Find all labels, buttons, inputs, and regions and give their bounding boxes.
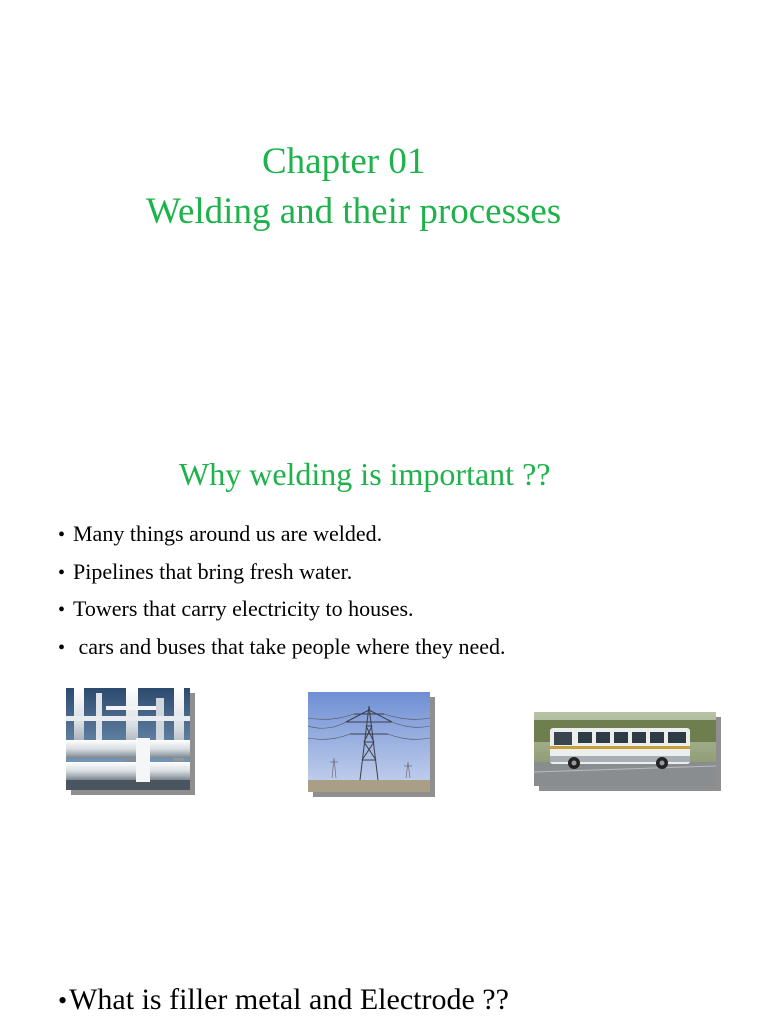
pipelines-image	[66, 688, 190, 790]
bullet-icon: •	[58, 561, 66, 584]
list-item	[58, 629, 506, 667]
question-text: What is filler metal and Electrode ??	[69, 983, 509, 1016]
list-item	[58, 591, 506, 629]
filler-metal-question	[58, 980, 509, 1021]
list-item	[58, 516, 506, 554]
bullet-list	[58, 516, 506, 666]
bullet-icon: •	[58, 986, 68, 1015]
bullet-text: Pipelines that bring fresh water.	[73, 558, 353, 584]
list-item	[58, 554, 506, 592]
bus-image	[534, 712, 716, 786]
bullet-icon: •	[58, 599, 66, 621]
bullet-icon: •	[58, 636, 66, 659]
page-title: Welding and their processes	[146, 191, 562, 232]
transmission-tower-image	[308, 692, 430, 792]
bullet-text: cars and buses that take people where they need.	[73, 633, 506, 659]
chapter-heading: Chapter 01	[262, 141, 426, 182]
section-heading: Why welding is important ??	[179, 456, 551, 492]
bullet-icon: •	[58, 524, 66, 546]
bullet-text: Many things around us are welded.	[73, 521, 383, 546]
bullet-text: Towers that carry electricity to houses.	[73, 596, 414, 621]
